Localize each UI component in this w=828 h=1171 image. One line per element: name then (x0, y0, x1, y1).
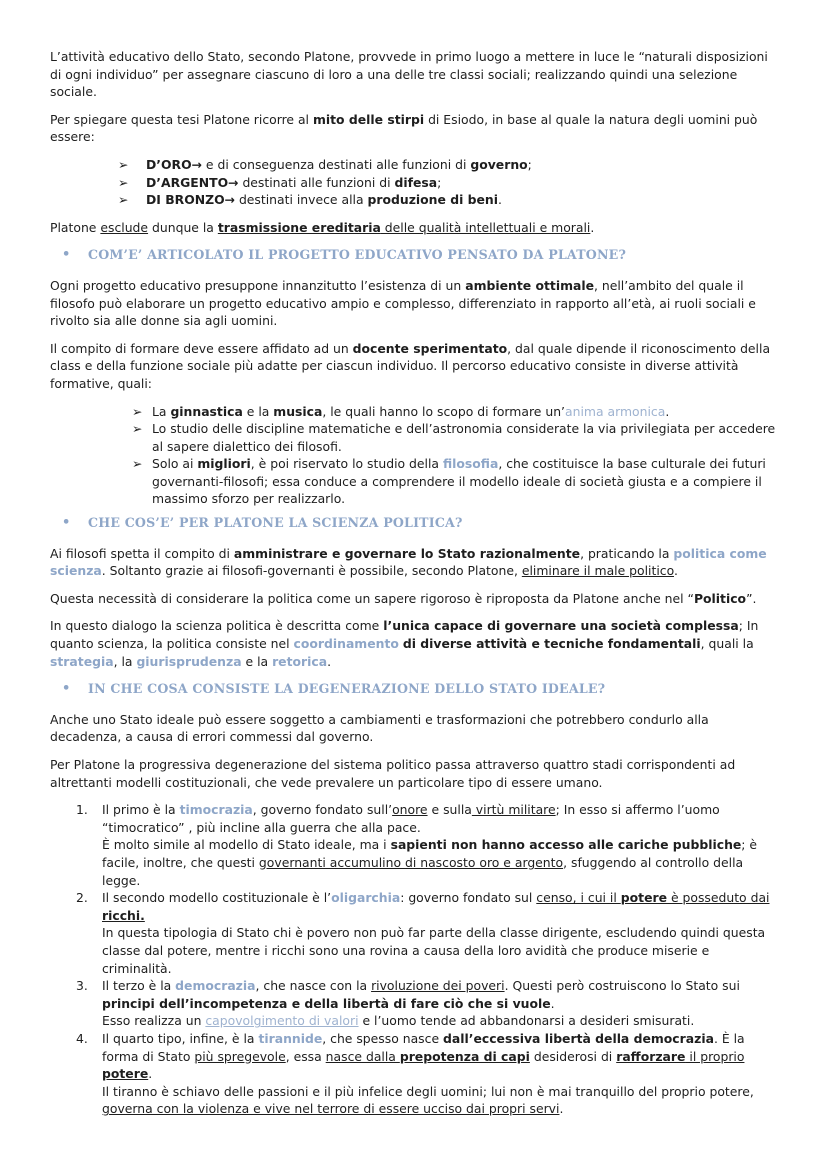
intro-paragraph: L’attività educativo dello Stato, secondo Platone, provvede in primo luogo a mettere in luce le “naturali disposizioni di ogni individuo” per assegnare ciascuno di loro a una delle tre classi sociali; realizzando quindi una selezione sociale. (50, 49, 768, 100)
section-heading-progetto-educativo: • COM’E’ ARTICOLATO IL PROGETTO EDUCATIVO PENSATO DA PLATONE? (62, 247, 627, 263)
list-item: ➢ D’ARGENTO→ destinati alle funzioni di difesa; (118, 174, 442, 190)
bullet-dot-icon: • (62, 681, 71, 697)
politico-paragraph: Questa necessità di considerare la politica come un sapere rigoroso è riproposta da Platone anche nel “Politico”. (50, 590, 757, 606)
list-item-oligarchia: 2. Il secondo modello costituzionale è l’oligarchia: governo fondato sul censo, i cui il potere è posseduto dai ricchi. In questa tipologia di Stato chi è povero non può far parte della classe dirigente, escludendo quindi questa classe dal potere, mentre i ricchi sono una rovina a causa della loro avidità che produce miserie e criminalità. (76, 890, 770, 976)
list-item: ➢ La ginnastica e la musica, le quali hanno lo scopo di formare un’anima armonica. (132, 403, 670, 419)
list-item-tirannide: 4. Il quarto tipo, infine, è la tirannide, che spesso nasce dall’eccessiva libertà della democrazia. È la forma di Stato più spregevole, essa nasce dalla prepotenza di capi desiderosi di rafforzare il proprio potere. Il tiranno è schiavo delle passioni e il più infelice degli uomini; lui non è mai tranquillo del proprio potere, governa con la violenza e vive nel terrore di essere ucciso dai propri servi. (76, 1030, 754, 1117)
docente-paragraph: Il compito di formare deve essere affidato ad un docente sperimentato, dal quale dipende il riconoscimento della class e della funzione sociale più adatte per ciascun individuo. Il percorso educativo consiste in diverse attività formative, quali: (50, 340, 771, 391)
stadi-paragraph: Per Platone la progressiva degenerazione del sistema politico passa attraverso quattro stadi corrispondenti ad altrettanti modelli costituzionali, che vede prevalere un particolare tipo di essere umano. (50, 757, 736, 790)
ambiente-paragraph: Ogni progetto educativo presuppone innanzitutto l’esistenza di un ambiente ottimale, nell’ambito del quale il filosofo può elaborare un progetto educativo ampio e complesso, differenziato in rapporto all’età, ai ruoli sociali e rivolto sia alle donne sia agli uomini. (50, 277, 756, 329)
stadi-list (50, 801, 780, 1118)
section-heading-scienza-politica: • CHE COS’E’ PER PLATONE LA SCIENZA POLITICA? (62, 515, 463, 531)
arrow-bullet-icon: ➢ (132, 456, 143, 472)
filosofi-paragraph: Ai filosofi spetta il compito di amministrare e governare lo Stato razionalmente, praticando la politica come scienza. Soltanto grazie ai filosofi-governanti è possibile, secondo Platone, eliminare il male politico. (50, 545, 767, 579)
dialogo-paragraph: In questo dialogo la scienza politica è descritta come l’unica capace di governare una società complessa; In quanto scienza, la politica consiste nel coordinamento di diverse attività e tecniche fondamentali, quali la strategia, la giurisprudenza e la retorica. (50, 618, 759, 669)
arrow-bullet-icon: ➢ (132, 403, 143, 419)
arrow-bullet-icon: ➢ (118, 156, 129, 172)
list-item: ➢ Solo ai migliori, è poi riservato lo studio della filosofia, che costituisce la base culturale dei futuri governanti-filosofi; essa conduce a comprendere il modello ideale di società giusta e a compiere il massimo sforzo per realizzarlo. (132, 456, 766, 507)
cambiamenti-paragraph: Anche uno Stato ideale può essere soggetto a cambiamenti e trasformazioni che potrebbero condurlo alla decadenza, a causa di errori commessi dal governo. (50, 711, 709, 745)
ereditaria-paragraph: Platone esclude dunque la trasmissione ereditaria delle qualità intellettuali e morali. (50, 219, 595, 235)
list-item: ➢ DI BRONZO→ destinati invece alla produzione di beni. (118, 192, 502, 208)
bullet-dot-icon: • (62, 515, 71, 531)
attivita-list (50, 403, 780, 509)
arrow-bullet-icon: ➢ (118, 192, 129, 208)
bullet-dot-icon: • (62, 247, 71, 263)
list-item-timocrazia: 1. Il primo è la timocrazia, governo fondato sull’onore e sulla virtù militare; In esso si affermo l’uomo “timocratico” , più incline alla guerra che alla pace. È molto simile al modello di Stato ideale, ma i sapienti non hanno accesso alle cariche pubbliche; è facile, inoltre, che questi governanti accumulino di nascosto oro e argento, sfuggendo al controllo della legge. (76, 802, 758, 888)
list-item: ➢ D’ORO→ e di conseguenza destinati alle funzioni di governo; (118, 156, 532, 172)
list-item: ➢ Lo studio delle discipline matematiche e dell’astronomia considerate la via privilegiata per accedere al sapere dialettico dei filosofi. (132, 421, 776, 454)
stirpi-list (50, 156, 780, 209)
arrow-bullet-icon: ➢ (118, 174, 129, 190)
list-item-democrazia: 3. Il terzo è la democrazia, che nasce con la rivoluzione dei poveri. Questi però costruiscono lo Stato sui principi dell’incompetenza e della libertà di fare ciò che si vuole. Esso realizza un capovolgimento di valori e l’uomo tende ad abbandonarsi a desideri smisurati. (76, 978, 740, 1029)
arrow-bullet-icon: ➢ (132, 421, 143, 437)
section-heading-degenerazione: • IN CHE COSA CONSISTE LA DEGENERAZIONE DELLO STATO IDEALE? (62, 681, 606, 697)
mito-paragraph: Per spiegare questa tesi Platone ricorre al mito delle stirpi di Esiodo, in base al quale la natura degli uomini può essere: (50, 111, 758, 145)
